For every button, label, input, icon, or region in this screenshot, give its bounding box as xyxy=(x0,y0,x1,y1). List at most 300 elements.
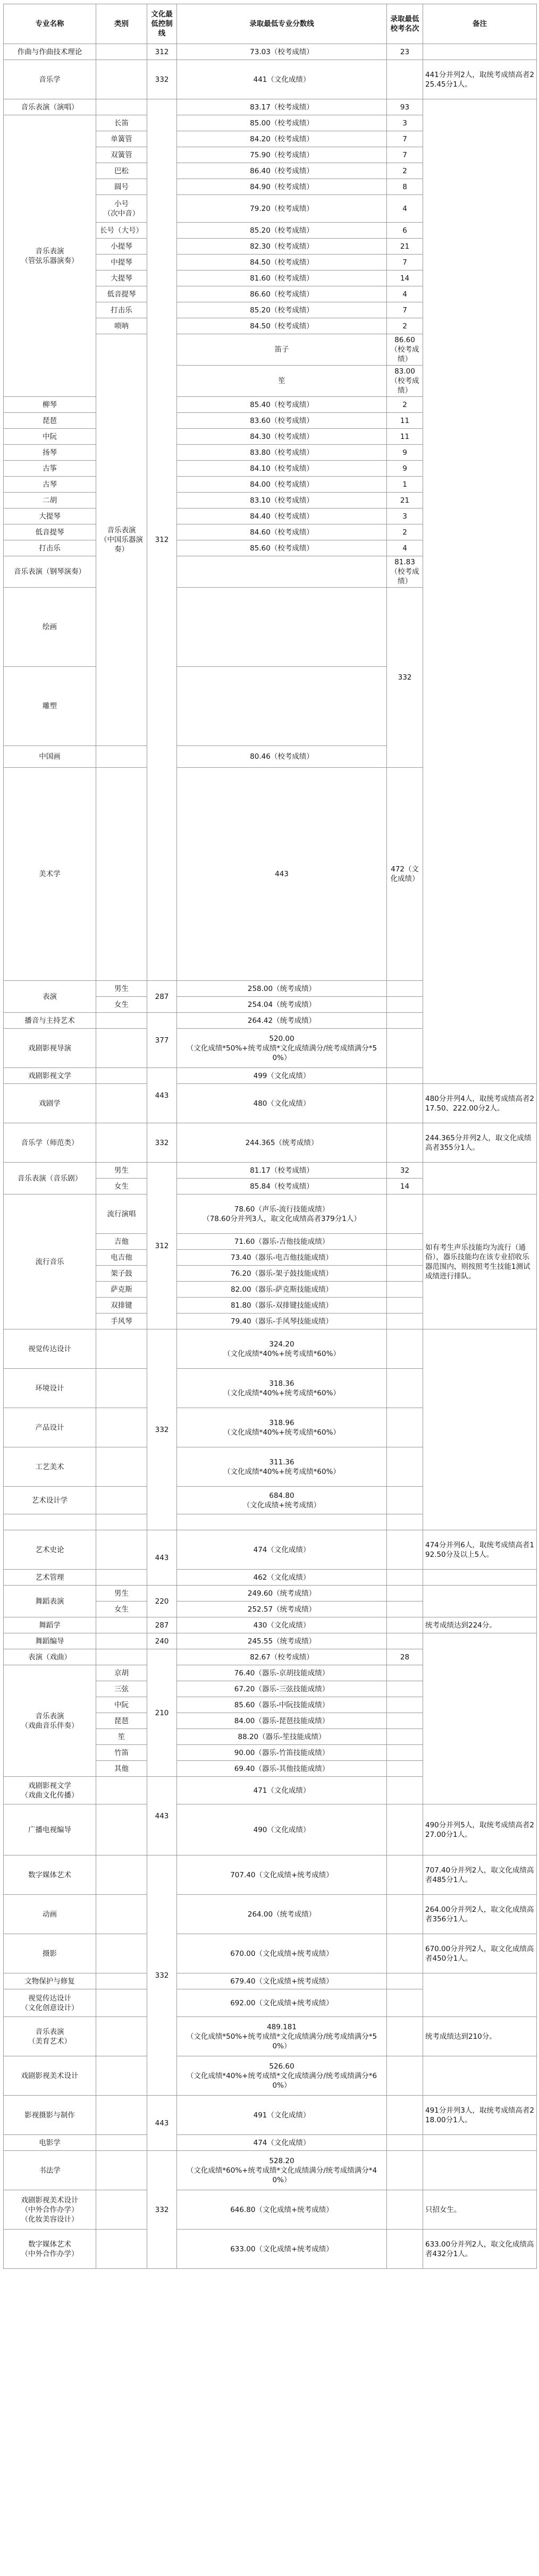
cell-culture-line: 240 xyxy=(147,1633,177,1649)
cell-min-rank xyxy=(387,1234,423,1250)
cell-remarks xyxy=(423,2135,537,2151)
cell-min-score: 84.50（校考成绩） xyxy=(177,318,387,334)
table-row xyxy=(4,2190,537,2230)
cell-min-rank xyxy=(387,1013,423,1029)
cell-min-rank xyxy=(387,1681,423,1697)
cell-min-rank xyxy=(387,1601,423,1617)
cell-category: 男生 xyxy=(96,1163,147,1179)
cell-min-rank: 7 xyxy=(387,255,423,270)
cell-major: 低音提琴 xyxy=(4,524,96,540)
cell-min-score: 254.04（统考成绩） xyxy=(177,997,387,1013)
cell-min-rank xyxy=(387,997,423,1013)
cell-min-rank xyxy=(387,1895,423,1934)
cell-culture-line: 210 xyxy=(147,1649,177,1777)
cell-major: 表演 xyxy=(4,981,96,1013)
cell-min-rank xyxy=(387,2230,423,2269)
table-header xyxy=(4,4,537,44)
cell-min-score: 86.40（校考成绩） xyxy=(177,163,387,179)
cell-major: 音乐表演（钢琴演奏） xyxy=(4,556,96,588)
cell-category: 手风琴 xyxy=(96,1314,147,1329)
cell-remarks xyxy=(423,1586,537,1617)
cell-major: 环境设计 xyxy=(4,1369,96,1408)
cell-min-score xyxy=(177,588,387,667)
cell-major: 音乐表演 （管弦乐器演奏） xyxy=(4,115,96,397)
cell-culture-line: 220 xyxy=(147,1586,177,1617)
cell-min-score: 86.60（校考成绩） xyxy=(177,286,387,302)
cell-min-rank: 93 xyxy=(387,99,423,115)
cell-min-rank xyxy=(387,1729,423,1745)
cell-min-rank xyxy=(387,1713,423,1729)
cell-min-rank: 7 xyxy=(387,302,423,318)
cell-culture-line: 332 xyxy=(147,60,177,99)
cell-min-rank: 7 xyxy=(387,147,423,163)
cell-category xyxy=(96,60,147,99)
cell-min-score: 258.00（统考成绩） xyxy=(177,981,387,997)
cell-min-rank xyxy=(387,1487,423,1514)
header-row xyxy=(4,4,537,44)
cell-min-score: 85.40（校考成绩） xyxy=(177,397,387,413)
cell-major: 戏剧影视文学 xyxy=(4,1068,96,1084)
cell-min-score: 90.00（器乐-竹笛技能成绩） xyxy=(177,1745,387,1761)
table-row xyxy=(4,2230,537,2269)
cell-min-score: 82.00（器乐-萨克斯技能成绩） xyxy=(177,1282,387,1298)
cell-min-score: 81.80（器乐-双排键技能成绩） xyxy=(177,1298,387,1314)
cell-major: 艺术史论 xyxy=(4,1530,96,1570)
cell-remarks xyxy=(423,1570,537,1586)
cell-min-score: 88.20（器乐-笙技能成绩） xyxy=(177,1729,387,1745)
cell-min-score: 83.60（校考成绩） xyxy=(177,413,387,429)
cell-major: 表演（戏曲） xyxy=(4,1649,96,1665)
cell-min-score: 75.90（校考成绩） xyxy=(177,147,387,163)
cell-min-rank xyxy=(387,1633,423,1649)
cell-culture-line: 332 xyxy=(147,1855,177,2096)
table-row xyxy=(4,1329,537,1369)
cell-min-score: 499（文化成绩） xyxy=(177,1068,387,1084)
cell-min-rank: 21 xyxy=(387,239,423,255)
cell-min-rank: 8 xyxy=(387,179,423,195)
cell-major: 艺术管理 xyxy=(4,1570,96,1586)
table-row xyxy=(4,1194,537,1234)
cell-category: 男生 xyxy=(96,1586,147,1601)
cell-major: 中国画 xyxy=(4,746,96,768)
cell-category xyxy=(96,1123,147,1163)
cell-min-score: 491（文化成绩） xyxy=(177,2096,387,2135)
cell-major: 音乐表演 （美育艺术） xyxy=(4,2017,96,2056)
cell-category: 电吉他 xyxy=(96,1250,147,1266)
cell-category xyxy=(96,1447,147,1487)
cell-category: 中阮 xyxy=(96,1697,147,1713)
cell-min-rank xyxy=(387,981,423,997)
cell-category xyxy=(96,1487,147,1514)
cell-min-rank: 1 xyxy=(387,477,423,493)
cell-min-rank xyxy=(387,1408,423,1447)
cell-min-rank xyxy=(387,1266,423,1282)
cell-culture-line: 443 xyxy=(147,1777,177,1855)
cell-category xyxy=(96,2151,147,2190)
cell-min-score: 443 xyxy=(177,768,387,981)
header-major: 专业名称 xyxy=(4,4,96,44)
table-row xyxy=(4,1084,537,1123)
cell-min-rank: 23 xyxy=(387,44,423,60)
cell-category xyxy=(96,1029,147,1068)
header-culture-line: 文化最低控制线 xyxy=(147,4,177,44)
cell-remarks xyxy=(423,1329,537,1530)
cell-category: 架子鼓 xyxy=(96,1266,147,1282)
cell-min-score: 245.55（统考成绩） xyxy=(177,1633,387,1649)
cell-min-score: 528.20 （文化成绩*60%+统考成绩*文化成绩满分/统考成绩满分*40%） xyxy=(177,2151,387,2190)
cell-category xyxy=(96,1855,147,1895)
admission-score-table xyxy=(3,4,537,2269)
cell-min-rank xyxy=(387,1570,423,1586)
cell-min-score: 笙 xyxy=(177,366,387,397)
cell-category: 流行演唱 xyxy=(96,1194,147,1234)
cell-min-score: 84.40（校考成绩） xyxy=(177,509,387,524)
cell-min-rank: 2 xyxy=(387,318,423,334)
cell-category: 女生 xyxy=(96,1179,147,1194)
cell-min-rank: 21 xyxy=(387,493,423,509)
cell-min-rank xyxy=(387,1617,423,1633)
cell-category xyxy=(96,2190,147,2230)
cell-category xyxy=(96,1084,147,1123)
cell-category xyxy=(96,99,147,115)
cell-category xyxy=(96,1570,147,1586)
cell-category: 双排键 xyxy=(96,1298,147,1314)
cell-major: 音乐表演 （戏曲音乐伴奏） xyxy=(4,1665,96,1777)
cell-min-score: 707.40（文化成绩+统考成绩） xyxy=(177,1855,387,1895)
cell-category: 吉他 xyxy=(96,1234,147,1250)
cell-min-score: 84.00（器乐-琵琶技能成绩） xyxy=(177,1713,387,1729)
cell-major: 音乐学（师范类） xyxy=(4,1123,96,1163)
cell-min-rank xyxy=(387,1314,423,1329)
cell-major: 琵琶 xyxy=(4,413,96,429)
cell-category: 音乐表演 （中国乐器演奏） xyxy=(96,334,147,746)
cell-min-score: 684.80 （文化成绩+统考成绩） xyxy=(177,1487,387,1514)
cell-remarks: 480分并列4人，取统考成绩高者217.50、222.00分2人。 xyxy=(423,1084,537,1123)
cell-major: 广播电视编导 xyxy=(4,1804,96,1855)
cell-category xyxy=(96,1973,147,1989)
cell-min-rank xyxy=(387,2017,423,2056)
cell-min-score: 252.57（统考成绩） xyxy=(177,1601,387,1617)
cell-category: 大提琴 xyxy=(96,270,147,286)
cell-remarks xyxy=(423,1973,537,2017)
cell-min-score: 264.42（统考成绩） xyxy=(177,1013,387,1029)
cell-min-score: 84.10（校考成绩） xyxy=(177,461,387,477)
cell-culture-line: 312 xyxy=(147,1163,177,1329)
cell-major: 艺术设计学 xyxy=(4,1487,96,1514)
cell-remarks: 264.00分并列2人，取文化成绩高者356分1人。 xyxy=(423,1895,537,1934)
cell-min-rank xyxy=(387,1194,423,1234)
cell-min-rank: 2 xyxy=(387,397,423,413)
cell-major: 音乐表演（演唱） xyxy=(4,99,96,115)
table-row xyxy=(4,1586,537,1601)
cell-culture-line: 287 xyxy=(147,981,177,1013)
cell-category xyxy=(96,1329,147,1369)
cell-min-score: 71.60（器乐-吉他技能成绩） xyxy=(177,1234,387,1250)
cell-min-rank xyxy=(387,1530,423,1570)
cell-min-rank: 7 xyxy=(387,131,423,147)
cell-min-rank xyxy=(387,60,423,99)
cell-category xyxy=(96,768,147,981)
cell-category xyxy=(96,1804,147,1855)
cell-major: 数字媒体艺术 （中外合作办学） xyxy=(4,2230,96,2269)
cell-category xyxy=(96,2230,147,2269)
cell-min-rank xyxy=(387,1697,423,1713)
table-row xyxy=(4,2151,537,2190)
cell-major: 戏剧影视文学 （戏曲文化传播） xyxy=(4,1777,96,1804)
cell-min-rank: 4 xyxy=(387,286,423,302)
cell-min-rank xyxy=(387,1329,423,1369)
cell-category: 女生 xyxy=(96,1601,147,1617)
cell-min-rank xyxy=(387,2151,423,2190)
cell-category: 琵琶 xyxy=(96,1713,147,1729)
cell-min-score: 520.00 （文化成绩*50%+统考成绩*文化成绩满分/统考成绩满分*50%） xyxy=(177,1029,387,1068)
cell-min-rank: 83.00（校考成绩） xyxy=(387,366,423,397)
cell-major: 戏剧学 xyxy=(4,1084,96,1123)
table-row xyxy=(4,1973,537,1989)
cell-major: 播音与主持艺术 xyxy=(4,1013,96,1029)
cell-culture-line: 443 xyxy=(147,2096,177,2151)
cell-min-rank xyxy=(387,2135,423,2151)
cell-category: 小提琴 xyxy=(96,239,147,255)
cell-category: 男生 xyxy=(96,981,147,997)
header-remarks: 备注 xyxy=(423,4,537,44)
cell-major: 绘画 xyxy=(4,588,96,667)
cell-major: 美术学 xyxy=(4,768,96,981)
cell-min-score: 82.67（校考成绩） xyxy=(177,1649,387,1665)
cell-remarks: 只招女生。 xyxy=(423,2190,537,2230)
cell-min-score: 85.60（校考成绩） xyxy=(177,540,387,556)
cell-min-rank: 3 xyxy=(387,509,423,524)
cell-category xyxy=(96,1649,147,1665)
cell-category xyxy=(96,44,147,60)
table-row xyxy=(4,1163,537,1179)
cell-min-rank xyxy=(387,1282,423,1298)
cell-min-rank xyxy=(387,1745,423,1761)
cell-min-score: 69.40（器乐-其他技能成绩） xyxy=(177,1761,387,1777)
cell-min-rank xyxy=(387,1250,423,1266)
cell-category xyxy=(96,1895,147,1934)
cell-major: 数字媒体艺术 xyxy=(4,1855,96,1895)
cell-category xyxy=(96,1633,147,1649)
cell-min-rank: 14 xyxy=(387,1179,423,1194)
cell-category: 巴松 xyxy=(96,163,147,179)
cell-major: 舞蹈编导 xyxy=(4,1633,96,1649)
cell-min-score: 85.00（校考成绩） xyxy=(177,115,387,131)
cell-min-rank xyxy=(387,1934,423,1973)
cell-culture-line: 443 xyxy=(147,1530,177,1586)
cell-major xyxy=(4,1514,96,1530)
cell-min-rank: 11 xyxy=(387,413,423,429)
cell-min-score: 646.80（文化成绩+统考成绩） xyxy=(177,2190,387,2230)
cell-min-score: 670.00（文化成绩+统考成绩） xyxy=(177,1934,387,1973)
table-body xyxy=(4,44,537,2269)
cell-min-score: 笛子 xyxy=(177,334,387,366)
cell-major: 大提琴 xyxy=(4,509,96,524)
cell-min-rank: 81.83（校考成绩） xyxy=(387,556,423,588)
cell-min-score: 76.20（器乐-架子鼓技能成绩） xyxy=(177,1266,387,1282)
cell-category xyxy=(96,1530,147,1570)
cell-min-rank xyxy=(387,2096,423,2135)
table-row xyxy=(4,1934,537,1973)
cell-category: 笙 xyxy=(96,1729,147,1745)
cell-category xyxy=(96,1408,147,1447)
cell-min-rank xyxy=(387,1123,423,1163)
cell-remarks: 490分并列5人，取统考成绩高者227.00分1人。 xyxy=(423,1804,537,1855)
cell-min-score: 441（文化成绩） xyxy=(177,60,387,99)
cell-min-score: 244.365（统考成绩） xyxy=(177,1123,387,1163)
cell-category: 其他 xyxy=(96,1761,147,1777)
cell-category xyxy=(96,2017,147,2056)
cell-category: 唢呐 xyxy=(96,318,147,334)
cell-min-score: 490（文化成绩） xyxy=(177,1804,387,1855)
cell-min-score: 81.60（校考成绩） xyxy=(177,270,387,286)
cell-major: 柳琴 xyxy=(4,397,96,413)
cell-min-rank: 14 xyxy=(387,270,423,286)
cell-min-rank: 11 xyxy=(387,429,423,445)
cell-min-rank: 2 xyxy=(387,163,423,179)
table-row xyxy=(4,1633,537,1649)
header-min-score: 录取最低专业分数线 xyxy=(177,4,387,44)
cell-remarks xyxy=(423,2056,537,2096)
table-row xyxy=(4,2017,537,2056)
cell-culture-line: 312 xyxy=(147,99,177,981)
cell-remarks: 如有考生声乐技能均为流行（通俗），器乐技能均在该专业招收乐器范围内，则按照考生技能1测试成绩进行排队。 xyxy=(423,1194,537,1329)
cell-min-score: 84.60（校考成绩） xyxy=(177,524,387,540)
cell-min-rank xyxy=(387,1298,423,1314)
table-row xyxy=(4,2135,537,2151)
cell-min-score: 264.00（统考成绩） xyxy=(177,1895,387,1934)
cell-culture-line: 377 xyxy=(147,1013,177,1068)
cell-category: 中提琴 xyxy=(96,255,147,270)
cell-min-score: 84.30（校考成绩） xyxy=(177,429,387,445)
cell-min-score: 67.20（器乐-三弦技能成绩） xyxy=(177,1681,387,1697)
cell-min-rank: 3 xyxy=(387,115,423,131)
table-row xyxy=(4,2096,537,2135)
cell-major: 雕塑 xyxy=(4,667,96,746)
cell-category: 长笛 xyxy=(96,115,147,131)
cell-min-score: 82.30（校考成绩） xyxy=(177,239,387,255)
cell-major: 古筝 xyxy=(4,461,96,477)
cell-min-rank xyxy=(387,1761,423,1777)
cell-min-rank xyxy=(387,1514,423,1530)
cell-major: 音乐表演（音乐剧） xyxy=(4,1163,96,1194)
cell-min-rank xyxy=(387,1447,423,1487)
table-row xyxy=(4,1895,537,1934)
cell-min-score: 80.46（校考成绩） xyxy=(177,746,387,768)
cell-min-score: 318.36 （文化成绩*40%+统考成绩*60%） xyxy=(177,1369,387,1408)
cell-min-score: 474（文化成绩） xyxy=(177,2135,387,2151)
cell-culture-line: 332 xyxy=(147,1123,177,1163)
cell-major: 影视摄影与制作 xyxy=(4,2096,96,2135)
cell-remarks: 474分并列6人，取统考成绩高者192.50分及以上5人。 xyxy=(423,1530,537,1570)
cell-category: 京胡 xyxy=(96,1665,147,1681)
cell-remarks xyxy=(423,1163,537,1194)
cell-min-rank xyxy=(387,1084,423,1123)
header-category: 类别 xyxy=(96,4,147,44)
cell-category: 打击乐 xyxy=(96,302,147,318)
cell-culture-line: 332 xyxy=(147,2151,177,2269)
cell-major: 摄影 xyxy=(4,1934,96,1973)
cell-major: 音乐学 xyxy=(4,60,96,99)
cell-min-score: 73.40（器乐-电吉他技能成绩） xyxy=(177,1250,387,1266)
cell-category xyxy=(96,1777,147,1804)
cell-category xyxy=(96,2096,147,2135)
cell-major: 中阮 xyxy=(4,429,96,445)
cell-min-rank: 472（文化成绩） xyxy=(387,768,423,981)
cell-min-score: 84.20（校考成绩） xyxy=(177,131,387,147)
cell-min-rank: 9 xyxy=(387,445,423,461)
cell-min-rank xyxy=(387,1586,423,1601)
cell-min-rank: 332 xyxy=(387,588,423,768)
cell-min-score: 85.84（校考成绩） xyxy=(177,1179,387,1194)
cell-category xyxy=(96,1934,147,1973)
cell-min-score: 430（文化成绩） xyxy=(177,1617,387,1633)
cell-min-score: 249.60（统考成绩） xyxy=(177,1586,387,1601)
cell-category xyxy=(96,2135,147,2151)
cell-min-rank: 4 xyxy=(387,195,423,223)
cell-min-rank xyxy=(387,2056,423,2096)
cell-major: 古琴 xyxy=(4,477,96,493)
cell-min-rank xyxy=(387,1029,423,1068)
cell-min-score: 79.20（校考成绩） xyxy=(177,195,387,223)
cell-major: 书法学 xyxy=(4,2151,96,2190)
cell-major: 工艺美术 xyxy=(4,1447,96,1487)
cell-major: 动画 xyxy=(4,1895,96,1934)
cell-major: 文物保护与修复 xyxy=(4,1973,96,1989)
cell-min-rank xyxy=(387,1989,423,2017)
cell-min-rank xyxy=(387,2190,423,2230)
cell-major: 戏剧影视导演 xyxy=(4,1029,96,1068)
cell-category: 竹笛 xyxy=(96,1745,147,1761)
cell-min-rank xyxy=(387,1369,423,1408)
cell-min-rank xyxy=(387,1777,423,1804)
table-row xyxy=(4,2056,537,2096)
cell-min-rank: 28 xyxy=(387,1649,423,1665)
cell-min-score: 474（文化成绩） xyxy=(177,1530,387,1570)
cell-remarks xyxy=(423,99,537,1084)
cell-category xyxy=(96,2056,147,2096)
cell-category xyxy=(96,1514,147,1530)
cell-min-score xyxy=(177,667,387,746)
cell-remarks xyxy=(423,44,537,60)
cell-remarks xyxy=(423,1633,537,1804)
header-min-rank: 录取最低校考名次 xyxy=(387,4,423,44)
table-row xyxy=(4,99,537,115)
cell-remarks xyxy=(423,2151,537,2190)
cell-min-score: 633.00（文化成绩+统考成绩） xyxy=(177,2230,387,2269)
cell-min-score: 324.20 （文化成绩*40%+统考成绩*60%） xyxy=(177,1329,387,1369)
cell-major: 作曲与作曲技术理论 xyxy=(4,44,96,60)
cell-remarks: 244.365分并列2人，取文化成绩高者355分1人。 xyxy=(423,1123,537,1163)
cell-category xyxy=(96,1013,147,1029)
cell-category xyxy=(96,1989,147,2017)
cell-min-score: 471（文化成绩） xyxy=(177,1777,387,1804)
cell-min-score: 526.60 （文化成绩*40%+统考成绩*文化成绩满分/统考成绩满分*60%） xyxy=(177,2056,387,2096)
cell-min-score: 76.40（器乐-京胡技能成绩） xyxy=(177,1665,387,1681)
table-row xyxy=(4,1804,537,1855)
cell-min-score: 83.10（校考成绩） xyxy=(177,493,387,509)
table-row xyxy=(4,1617,537,1633)
cell-remarks: 统考成绩达到224分。 xyxy=(423,1617,537,1633)
cell-min-rank: 9 xyxy=(387,461,423,477)
cell-min-score: 83.17（校考成绩） xyxy=(177,99,387,115)
cell-major: 打击乐 xyxy=(4,540,96,556)
cell-major: 扬琴 xyxy=(4,445,96,461)
cell-culture-line: 312 xyxy=(147,44,177,60)
cell-min-score: 73.03（校考成绩） xyxy=(177,44,387,60)
cell-min-score xyxy=(177,556,387,588)
table-row xyxy=(4,1855,537,1895)
